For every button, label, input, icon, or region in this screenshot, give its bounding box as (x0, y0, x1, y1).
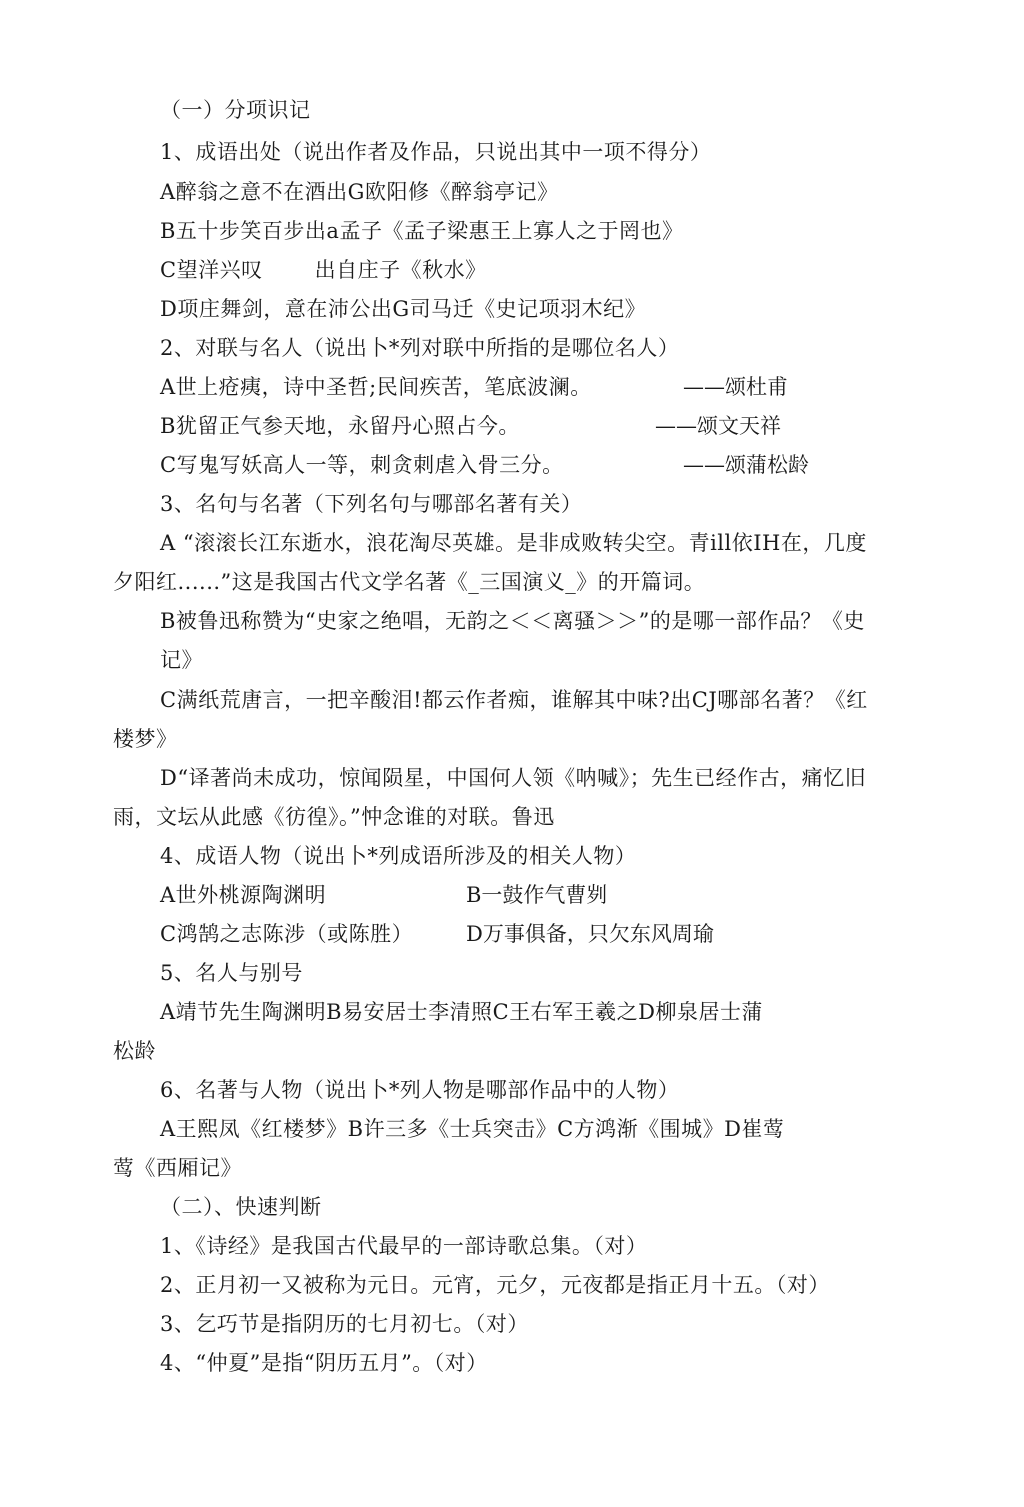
q1-item-c (160, 256, 487, 284)
question-title-4: 4、成语人物（说出卜*列成语所涉及的相关人物） (160, 844, 637, 868)
q4-item-d: D万事俱备，只欠东风周瑜 (466, 922, 714, 946)
q3-item-a-line1: A “滚滚长江东逝水，浪花淘尽英雄。是非成败转尖空。青ill依IH在，几度 (160, 531, 867, 555)
q6-line2: 莺《西厢记》 (113, 1156, 242, 1180)
q5-line2: 松龄 (113, 1039, 156, 1063)
q3-item-b-line1: B被鲁迅称赞为“史家之绝唱，无韵之＜＜离骚＞＞”的是哪一部作品？《史 (160, 609, 865, 633)
q2-item-a-answer: ——颂杜甫 (683, 375, 788, 399)
q2-item-c-answer: ——颂蒲松龄 (683, 453, 809, 477)
q3-item-c-line2: 楼梦》 (113, 727, 178, 751)
q2-item-b-answer: ——颂文天祥 (655, 414, 781, 438)
q1-item-a: A醉翁之意不在酒出G欧阳修《醉翁亭记》 (160, 180, 559, 204)
q2-item-a: A世上疮痍，诗中圣哲;民间疾苦，笔底波澜。 (160, 375, 592, 399)
q1-item-c-idiom: C望洋兴叹 (160, 258, 263, 282)
judgement-item-1: 1、《诗经》是我国古代最早的一部诗歌总集。（对） (160, 1234, 648, 1258)
judgement-item-4: 4、“仲夏”是指“阴历五月”。（对） (160, 1351, 488, 1375)
q1-item-d: D项庄舞剑，意在沛公出G司马迁《史记项羽木纪》 (160, 297, 647, 321)
question-title-5: 5、名人与别号 (160, 961, 303, 985)
q5-line1: A靖节先生陶渊明B易安居士李清照C王右军王羲之D柳泉居士蒲 (160, 1000, 764, 1024)
q2-item-b: B犹留正气参天地，永留丹心照占今。 (160, 414, 520, 438)
question-title-2: 2、对联与名人（说出卜*列对联中所指的是哪位名人） (160, 336, 680, 360)
question-title-3: 3、名句与名著（下列名句与哪部名著有关） (160, 492, 583, 516)
judgement-item-3: 3、乞巧节是指阴历的七月初七。（对） (160, 1312, 529, 1336)
q1-item-b: B五十步笑百步出a孟子《孟子梁惠王上寡人之于罔也》 (160, 219, 684, 243)
q6-line1: A王熙凤《红楼梦》B许三多《士兵突击》C方鸿渐《围城》D崔莺 (160, 1117, 785, 1141)
q3-item-a-line2: 夕阳红......”这是我国古代文学名著《_三国演义_》的开篇词。 (113, 570, 706, 594)
question-title-6: 6、名著与人物（说出卜*列人物是哪部作品中的人物） (160, 1078, 680, 1102)
q2-item-c: C写鬼写妖高人一等，刺贪刺虐入骨三分。 (160, 453, 564, 477)
question-title-1: 1、成语出处（说出作者及作品，只说出其中一项不得分） (160, 140, 712, 164)
judgement-item-2: 2、正月初一又被称为元日。元宵，元夕，元夜都是指正月十五。（对） (160, 1273, 830, 1297)
q4-item-b: B一鼓作气曹刿 (466, 883, 608, 907)
q3-item-d-line2: 雨，文坛从此感《彷徨》。”忡念谁的对联。鲁迅 (113, 805, 555, 829)
q4-item-c: C鸿鹄之志陈涉（或陈胜） (160, 922, 414, 946)
section-heading-2: （二）、快速判断 (160, 1195, 322, 1219)
q1-item-c-source: 出自庄子《秋水》 (314, 258, 487, 282)
q3-item-c-line1: C满纸荒唐言，一把辛酸泪!都云作者痴，谁解其中味?出CJ哪部名著？《红 (160, 688, 868, 712)
q3-item-d-line1: D“译著尚未成功，惊闻陨星，中国何人领《呐喊》；先生已经作古，痛忆旧 (160, 766, 867, 790)
q4-item-a: A世外桃源陶渊明 (160, 883, 327, 907)
section-heading-1: （一）分项识记 (160, 98, 311, 122)
q3-item-b-line2: 记》 (160, 648, 203, 672)
